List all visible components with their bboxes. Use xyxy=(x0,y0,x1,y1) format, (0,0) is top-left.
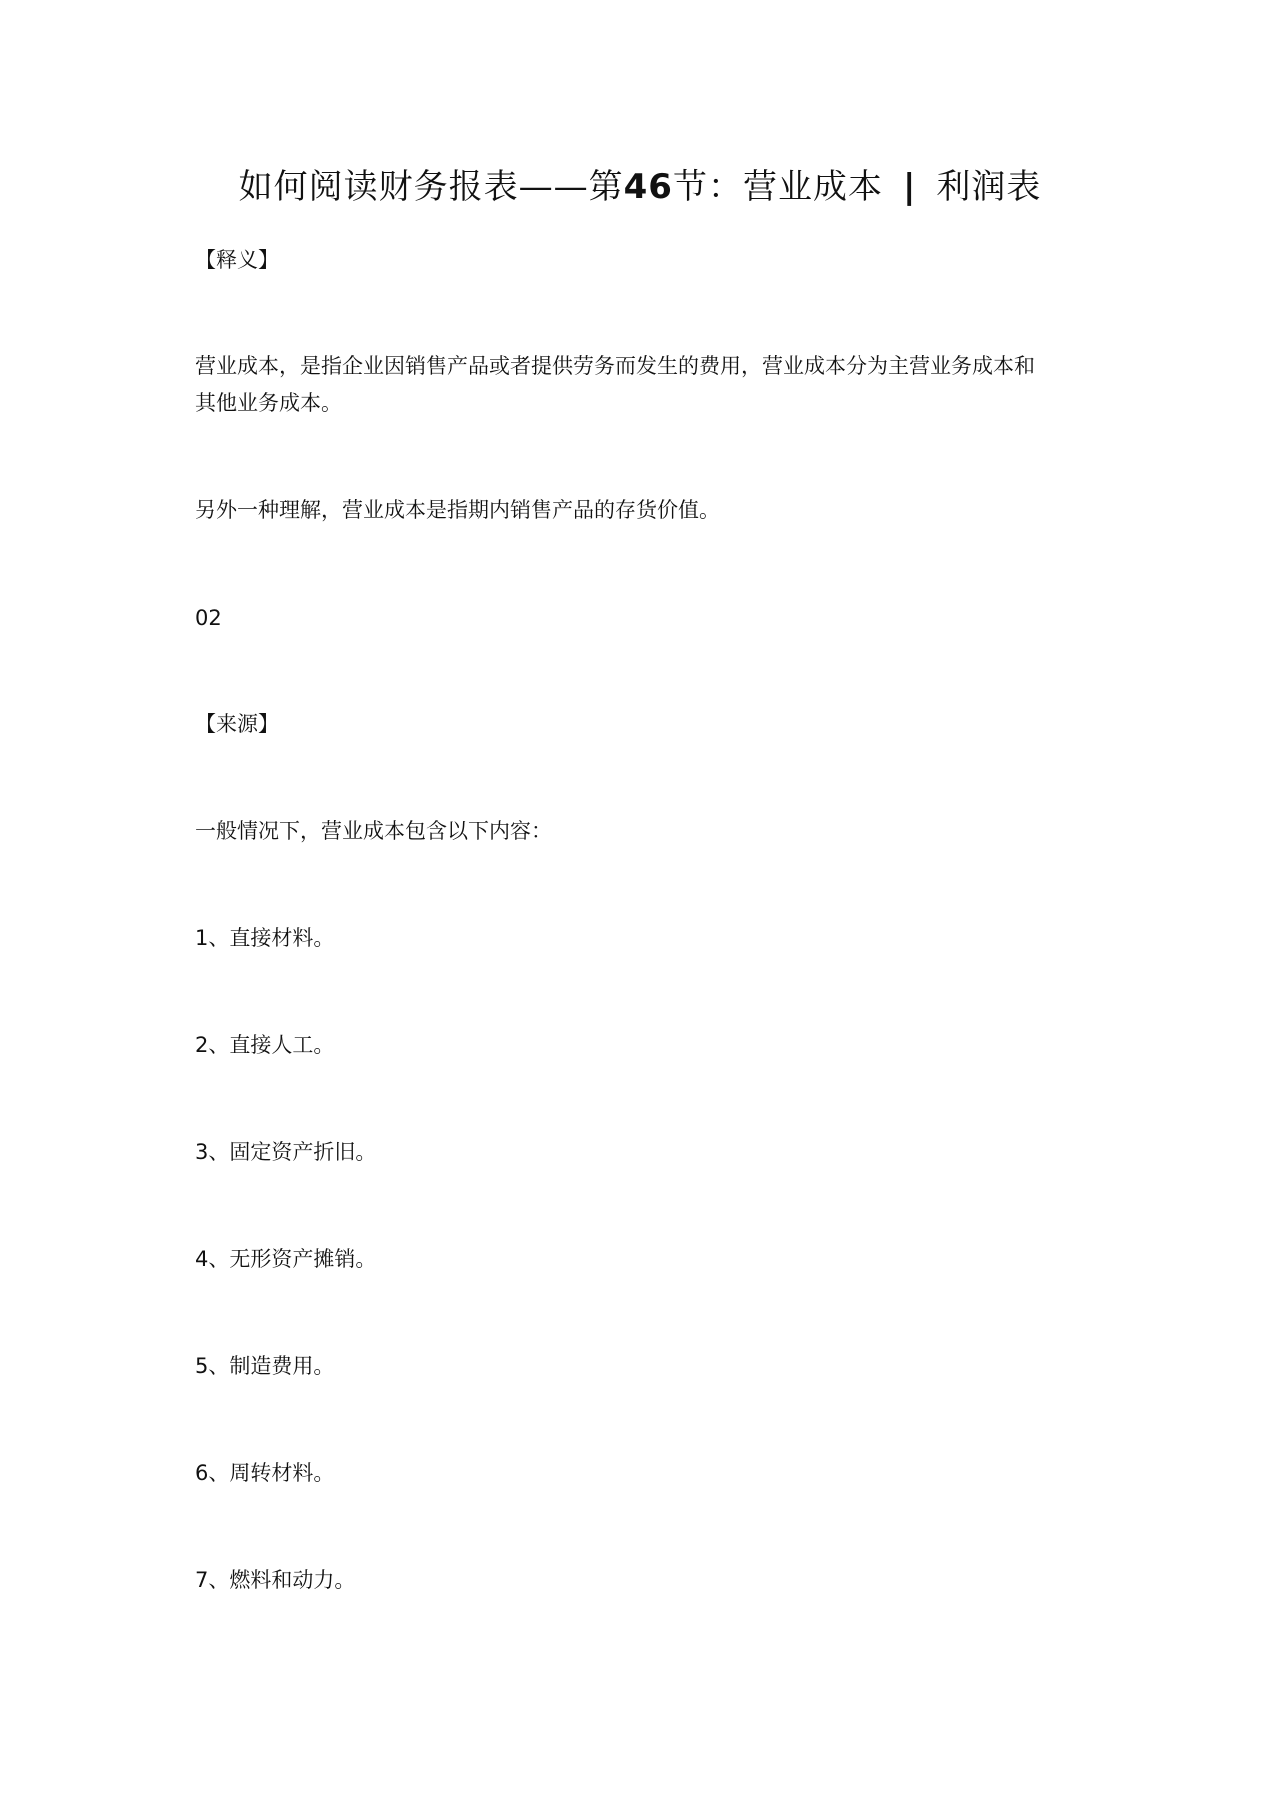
list-item xyxy=(195,1241,1095,1278)
list-item xyxy=(195,1027,1095,1064)
list-item-number: 3 xyxy=(195,1140,209,1164)
definition-paragraph xyxy=(195,348,1095,422)
title-prefix: 如何阅读财务报表——第 xyxy=(238,167,624,207)
section-number: 02 xyxy=(195,606,222,630)
title-middle: 节：营业成本 xyxy=(672,167,883,207)
list-item-text: 、制造费用。 xyxy=(208,1354,335,1378)
source-intro: 一般情况下，营业成本包含以下内容： xyxy=(195,819,552,843)
list-item-number: 4 xyxy=(195,1247,209,1271)
title-suffix: 利润表 xyxy=(936,167,1042,207)
list-item-text: 、直接材料。 xyxy=(208,926,335,950)
list-item-text: 、无形资产摊销。 xyxy=(208,1247,377,1271)
list-item-text: 、周转材料。 xyxy=(208,1461,335,1485)
list-item-number: 1 xyxy=(195,926,209,950)
list-item xyxy=(195,1455,1095,1492)
list-item xyxy=(195,920,1095,957)
page-title xyxy=(0,165,1280,209)
title-separator: | xyxy=(902,167,917,207)
source-heading: 【来源】 xyxy=(195,712,279,736)
title-number: 46 xyxy=(623,167,673,207)
list-item-number: 5 xyxy=(195,1354,209,1378)
definition-alt-paragraph: 另外一种理解，营业成本是指期内销售产品的存货价值。 xyxy=(195,498,720,522)
list-item-number: 7 xyxy=(195,1568,209,1592)
list-item-number: 2 xyxy=(195,1033,209,1057)
list-item-text: 、燃料和动力。 xyxy=(208,1568,356,1592)
list-item xyxy=(195,1134,1095,1171)
list-item xyxy=(195,1562,1095,1599)
list-item-text: 、固定资产折旧。 xyxy=(208,1140,377,1164)
list-item-text: 、直接人工。 xyxy=(208,1033,335,1057)
list-item-number: 6 xyxy=(195,1461,209,1485)
definition-line-1: 营业成本，是指企业因销售产品或者提供劳务而发生的费用，营业成本分为主营业务成本和 xyxy=(195,354,1035,378)
definition-line-2: 其他业务成本。 xyxy=(195,391,342,415)
definition-heading: 【释义】 xyxy=(195,248,279,272)
list-item xyxy=(195,1348,1095,1385)
